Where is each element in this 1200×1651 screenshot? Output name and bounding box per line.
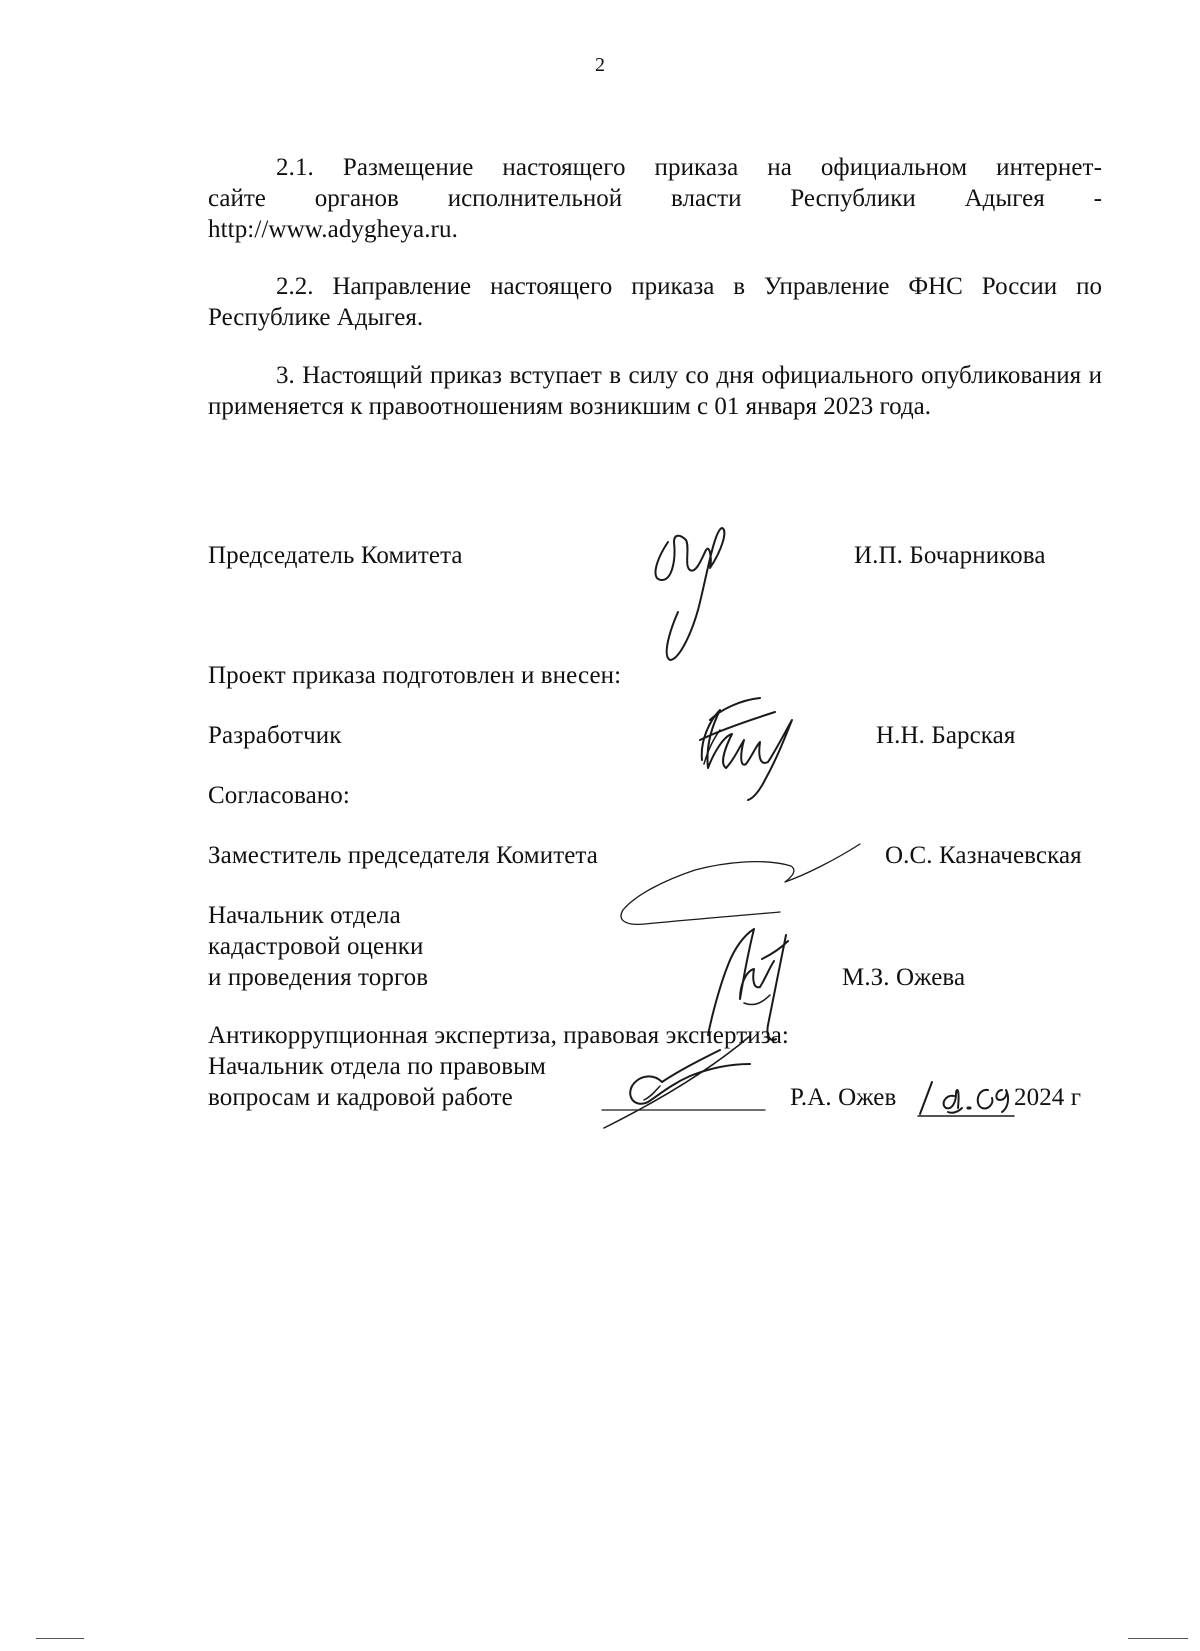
chair-name: И.П. Бочарникова bbox=[854, 542, 1046, 569]
head-title-line-1: Начальник отдела bbox=[208, 902, 401, 929]
head-title-line-3: и проведения торгов bbox=[208, 964, 429, 991]
legal-date-handwritten bbox=[918, 1078, 1018, 1120]
scan-artifact-left bbox=[36, 1638, 84, 1639]
word: исполнительной bbox=[447, 185, 623, 212]
legal-title-line-1: Начальник отдела по правовым bbox=[208, 1053, 546, 1080]
deputy-name: О.С. Казначевская bbox=[885, 842, 1082, 869]
paragraph-2-1-line-1 bbox=[276, 152, 1102, 183]
deputy-title: Заместитель председателя Комитета bbox=[208, 842, 598, 869]
paragraph-2-1-text-line-1: 2.1. Размещение настоящего приказа на официальном интернет- bbox=[276, 154, 1102, 181]
word: сайте bbox=[208, 185, 266, 212]
paragraph-2-2-text: 2.2. Направление настоящего приказа в Управление ФНС России по Республике Адыгея. bbox=[208, 273, 1102, 331]
legal-signature bbox=[600, 1030, 770, 1130]
word: Республики bbox=[790, 185, 916, 212]
legal-name: Р.А. Ожев bbox=[790, 1084, 897, 1111]
paragraph-2-1-url: http://www.adygheya.ru. bbox=[208, 216, 458, 243]
paragraph-2-2 bbox=[208, 271, 1102, 333]
project-label: Проект приказа подготовлен и внесен: bbox=[208, 662, 622, 689]
scan-artifact-right bbox=[1128, 1638, 1188, 1639]
word: - bbox=[1093, 185, 1102, 212]
developer-signature bbox=[680, 690, 820, 810]
word: органов bbox=[314, 185, 399, 212]
paragraph-3-text: 3. Настоящий приказ вступает в силу со дня официального опубликования и применяется к правоотношениям возникшим с 01 января 2023 года. bbox=[208, 362, 1102, 420]
developer-title: Разработчик bbox=[208, 722, 342, 749]
page-number: 2 bbox=[594, 54, 606, 76]
agreed-label: Согласовано: bbox=[208, 782, 350, 809]
word: Адыгея bbox=[964, 185, 1045, 212]
paragraph-3 bbox=[208, 360, 1102, 422]
paragraph-2-1-line-2 bbox=[208, 183, 1102, 214]
expertise-label: Антикоррупционная экспертиза, правовая экспертиза: bbox=[208, 1022, 789, 1049]
legal-title-line-2: вопросам и кадровой работе bbox=[208, 1084, 513, 1111]
chair-title: Председатель Комитета bbox=[208, 542, 463, 569]
head-title-line-2: кадастровой оценки bbox=[208, 933, 424, 960]
chair-signature bbox=[650, 520, 740, 670]
head-name: М.З. Ожева bbox=[842, 964, 966, 991]
developer-name: Н.Н. Барская bbox=[876, 722, 1016, 749]
word: власти bbox=[671, 185, 742, 212]
legal-date-year: 2024 г bbox=[1014, 1084, 1082, 1111]
